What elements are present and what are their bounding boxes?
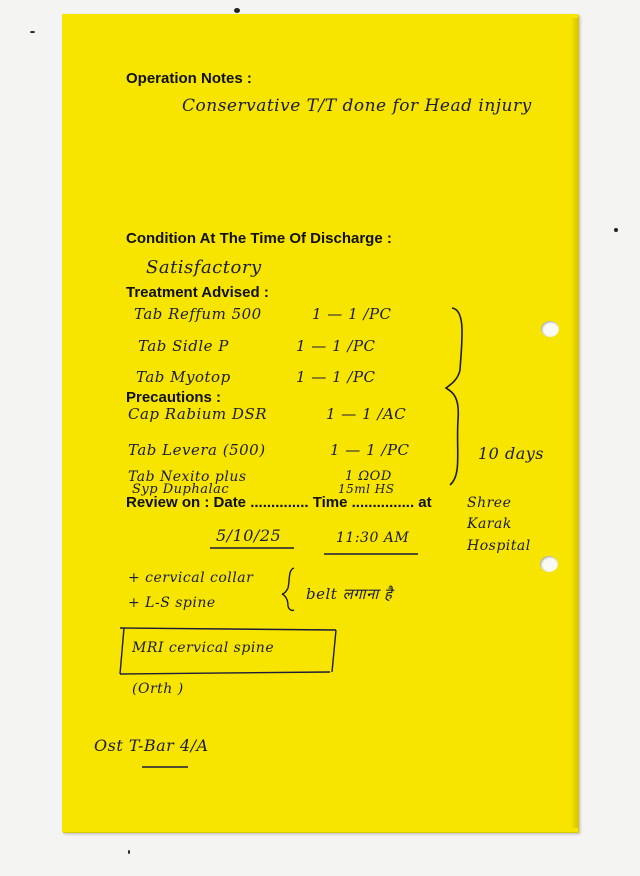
underline-stroke <box>208 545 298 551</box>
med-dose: 1 — 1 /AC <box>326 405 407 423</box>
speck <box>614 228 618 232</box>
underline-stroke <box>140 764 192 770</box>
med-name: Syp Duphalac <box>132 482 230 497</box>
brace-stroke <box>280 566 300 612</box>
med-dose: 1 ΩOD <box>345 469 392 484</box>
review-date: 5/10/25 <box>216 526 282 545</box>
med-name: Tab Sidle P <box>138 337 229 355</box>
med-dose: 1 — 1 /PC <box>312 305 392 323</box>
condition-text: Satisfactory <box>146 257 262 278</box>
speck <box>128 850 130 854</box>
med-name: Tab Myotop <box>136 368 231 386</box>
ortho-text: (Orth ) <box>132 681 184 697</box>
speck <box>234 8 240 13</box>
review-time: 11:30 AM <box>336 530 410 546</box>
med-name: Tab Nexito plus <box>128 469 247 485</box>
bracket-stroke <box>436 300 476 490</box>
condition-label: Condition At The Time Of Discharge : <box>126 230 392 247</box>
precautions-label: Precautions : <box>126 389 222 406</box>
med-name: Tab Levera (500) <box>128 441 266 459</box>
med-dose: 1 — 1 /PC <box>330 441 410 459</box>
review-label: Review on : Date .............. Time ............... at <box>126 494 432 511</box>
speck <box>30 31 35 33</box>
discharge-form-sheet <box>62 14 578 832</box>
duration-text: 10 days <box>478 444 544 463</box>
mri-text: MRI cervical spine <box>132 640 275 656</box>
advice-item: + L-S spine <box>128 595 216 611</box>
punch-hole-top <box>541 321 559 337</box>
med-dose: 1 — 1 /PC <box>296 368 376 386</box>
review-place-line: Shree <box>467 495 512 511</box>
punch-hole-bottom <box>540 556 558 572</box>
advice-item: + cervical collar <box>128 570 254 586</box>
med-name: Cap Rabium DSR <box>128 405 268 423</box>
operation-notes-label: Operation Notes : <box>126 70 252 87</box>
med-dose: 1 — 1 /PC <box>296 337 376 355</box>
med-name: Tab Reffum 500 <box>134 305 262 323</box>
treatment-label: Treatment Advised : <box>126 284 269 301</box>
advice-note: belt लगाना है <box>306 585 393 603</box>
med-dose: 15ml HS <box>338 482 395 496</box>
review-place-line: Karak <box>467 516 512 532</box>
review-place-line: Hospital <box>467 538 531 554</box>
paper-edge-shadow <box>572 18 578 828</box>
followup-text: Ost T-Bar 4/A <box>94 736 209 755</box>
underline-stroke <box>322 551 422 557</box>
operation-notes-text: Conservative T/T done for Head injury <box>182 96 532 116</box>
